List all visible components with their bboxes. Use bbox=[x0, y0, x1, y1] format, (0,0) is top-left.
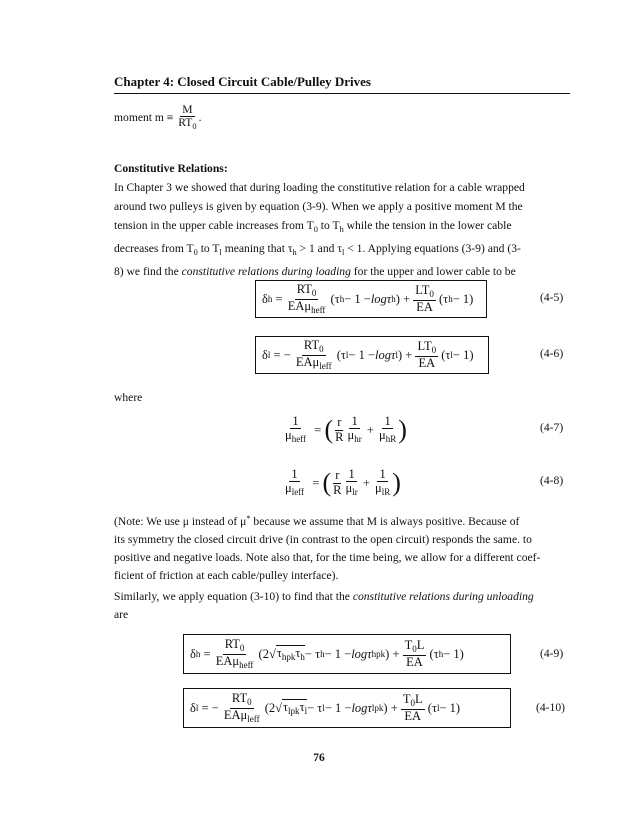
equation-number-4-8: (4-8) bbox=[540, 474, 564, 487]
equation-number-4-9: (4-9) bbox=[540, 647, 564, 660]
equation-number-4-7: (4-7) bbox=[540, 421, 564, 434]
equation-number-4-5: (4-5) bbox=[540, 291, 564, 304]
equation-4-7: $\frac{1}{\mu_{heff}}$ = ( $\frac{r}{R}$ $\frac{1}{\mu_{hr}}$ + $\frac{1}{\mu_{hR}}$ ) bbox=[285, 414, 407, 445]
chapter-header bbox=[114, 73, 570, 94]
equation-number-4-6: (4-6) bbox=[540, 347, 564, 360]
moment-fraction: $\frac{M}{RT_0}$ bbox=[178, 103, 197, 132]
equation-number-4-10: (4-10) bbox=[536, 701, 565, 714]
where-label: where bbox=[114, 391, 143, 404]
equation-4-9: δ h = $\frac{RT_0}{EA\mu_{heff}}$ (2 √ $\tau_{hpk}\tau_h$ − τ h − 1 − logτ hpk ) + $\frac{T_0L}{EA}$ (τ h − 1) bbox=[183, 634, 511, 674]
paragraph-unloading: Similarly, we apply equation (3-10) to find that the constitutive relations during unloading are bbox=[114, 590, 534, 621]
chapter-title: Chapter 4: Closed Circuit Cable/Pulley Drives bbox=[114, 74, 371, 89]
page-number: 76 bbox=[313, 752, 325, 764]
equation-4-5: δ h = $\frac{RT_0}{EA\mu_{heff}}$ (τ h − 1 − logτ h ) + $\frac{LT_0}{EA}$ (τ h − 1) bbox=[255, 280, 487, 318]
constitutive-heading: Constitutive Relations: bbox=[114, 162, 228, 175]
equation-4-8: $\frac{1}{\mu_{leff}}$ = ( $\frac{r}{R}$ $\frac{1}{\mu_{lr}}$ + $\frac{1}{\mu_{lR}}$ ) bbox=[285, 467, 401, 498]
note-paragraph: (Note: We use μ instead of μ* because we assume that M is always positive. Because of its symmetry the closed circuit drive (in contrast to the open circuit) responds the same. to positive and negative loads. Note also that, for the time being, we allow for a different coef- ficient of friction at each cable/pulley interface). bbox=[114, 514, 541, 583]
moment-definition: moment m ≡ $\frac{M}{RT_0}$ . bbox=[114, 103, 202, 132]
equation-4-6: δ l = − $\frac{RT_0}{EA\mu_{leff}}$ (τ l − 1 − logτ l ) + $\frac{LT_0}{EA}$ (τ l − 1) bbox=[255, 336, 489, 374]
equation-4-10: δ l = − $\frac{RT_0}{EA\mu_{leff}}$ (2 √ $\tau_{lpk}\tau_l$ − τ l − 1 − logτ lpk ) + $\frac{T_0L}{EA}$ (τ l − 1) bbox=[183, 688, 511, 728]
paragraph-loading: In Chapter 3 we showed that during loading the constitutive relation for a cable wrapped around two pulleys is given by equation (3-9). When we apply a positive moment M the tension in the upper cable increases from $T_0$ to $T_h$ while the tension in the lower cable decreases from $T_0$ to $T_l$ meaning that $\tau_h > 1$ and $\tau_l < 1$. Applying equations (3-9) and (3- 8) we find the constitutive relations during loading for the upper and lower cable to be bbox=[114, 181, 525, 278]
